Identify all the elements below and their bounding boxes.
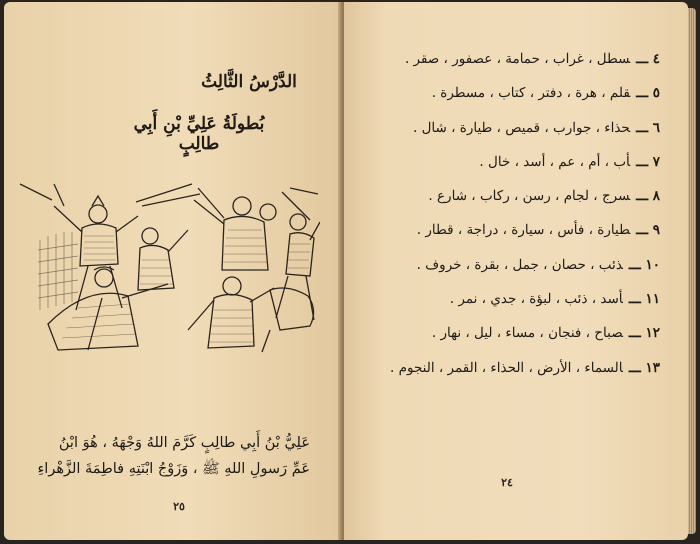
battle-illustration [18,180,320,358]
word-list [390,42,660,385]
open-book [4,2,694,540]
item-text: أسد ، ذئب ، لبؤة ، جدي ، نمر . [449,291,623,308]
right-page [344,2,688,540]
list-item [390,351,660,385]
item-number: ٥ ـــ [636,85,660,102]
list-item [400,145,660,179]
list-item [400,179,660,213]
list-item [400,248,660,282]
page-number: ٢٤ [501,476,513,489]
item-number: ٤ ـــ [636,51,660,67]
item-number: ١٣ ـــ [628,359,660,376]
paragraph-line: عَمِّ رَسولِ اللهِ ﷺ ، وَزَوْجُ ابْنَتِهِ فاطِمَةَ الزَّهْراءِ [37,461,310,477]
list-item [400,111,660,145]
item-text: قلم ، هرة ، دفتر ، كتاب ، مسطرة . [431,85,631,102]
item-text: طيارة ، فأس ، سيارة ، دراجة ، قطار . [416,222,631,239]
item-number: ١٠ ـــ [628,256,660,273]
item-text: حذاء ، جوارب ، قميص ، طيارة ، شال . [412,119,631,136]
item-text: صباح ، فنجان ، مساء ، ليل ، نهار . [431,325,623,342]
item-number: ٦ ـــ [636,119,660,136]
left-page [4,2,342,540]
list-item [400,76,660,110]
item-text: السماء ، الأرض ، الحذاء ، القمر ، النجوم . [390,359,623,376]
list-item [400,316,660,350]
list-item [400,42,660,76]
page-number: ٢٥ [173,500,185,513]
item-text: سطل ، غراب ، حمامة ، عصفور ، صقر . [404,51,631,67]
lesson-title: الدَّرْسُ الثَّالِثُ [201,72,297,92]
list-item [400,213,660,247]
item-number: ٧ ـــ [636,153,660,170]
paragraph-line: عَلِيُّ بْنُ أَبِي طالِبٍ كَرَّمَ اللهُ وَجْهَهُ ، هُوَ ابْنُ [58,435,310,451]
item-text: سرج ، لجام ، رسن ، ركاب ، شارع . [428,188,631,205]
item-number: ١٢ ـــ [628,325,660,342]
item-text: ذئب ، حصان ، جمل ، بقرة ، خروف . [416,256,623,273]
item-number: ١١ ـــ [628,291,660,308]
item-number: ٩ ـــ [636,222,660,239]
lesson-paragraph [22,430,310,482]
page-edges [688,8,696,534]
item-number: ٨ ـــ [636,188,660,205]
item-text: أب ، أم ، عم ، أسد ، خال . [479,153,631,170]
list-item [400,282,660,316]
lesson-subtitle: بُطولَةُ عَلِيِّ بْنِ أَبِي طالِبٍ [133,114,265,154]
